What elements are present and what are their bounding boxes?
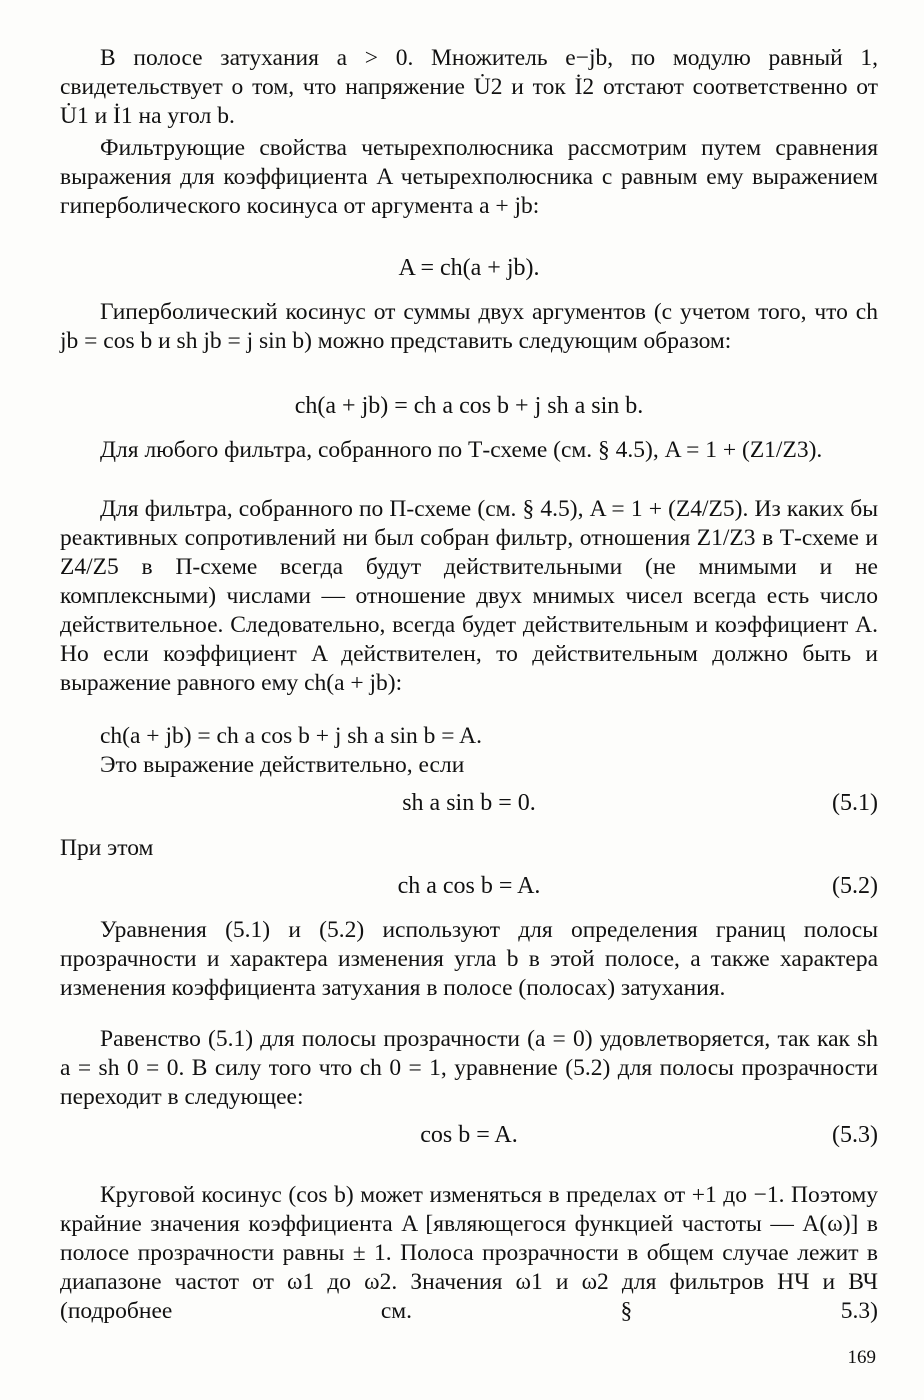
equation-text: cos b = A. — [420, 1122, 518, 1148]
equation-text: A = ch(a + jb). — [398, 255, 540, 281]
equation-number: (5.2) — [832, 873, 878, 899]
paragraph-equations-usage: Уравнения (5.1) и (5.2) используют для определения границ полосы прозрачности и характера изменения угла b в этой полосе, а также характера изменения коэффициента затухания в полосе (полосах) затухания. — [60, 917, 878, 1001]
equation-a-cosh — [60, 253, 878, 283]
paragraph-equality-5-1: Равенство (5.1) для полосы прозрачности (a = 0) удовлетворяется, так как sh a = sh 0 = 0. В силу того что ch 0 = 1, уравнение (5.2) для полосы прозрачности переходит в следующее: — [60, 1026, 878, 1110]
equation-number: (5.1) — [832, 790, 878, 816]
paragraph-circular-cosine: Круговой косинус (cos b) может изменяться в пределах от +1 до −1. Поэтому крайние значения коэффициента A [являющегося функцией частоты — A(ω)] в полосе прозрачности равны ± 1. Полоса прозрачности в общем случае лежит в диапазоне частот от ω1 до ω2. Значения ω1 и ω2 для фильтров НЧ и ВЧ (подробнее см. § 5.3) — [60, 1182, 878, 1324]
text-at-this: При этом — [60, 835, 154, 861]
paragraph-filter-properties: Фильтрующие свойства четырехполюсника рассмотрим путем сравнения выражения для коэффициента A четырехполюсника с равным ему выражением гиперболического косинуса от аргумента a + jb: — [60, 135, 878, 219]
equation-number: (5.3) — [832, 1122, 878, 1148]
paragraph-pi-filter: Для фильтра, собранного по П-схеме (см. § 4.5), A = 1 + (Z4/Z5). Из каких бы реактивных сопротивлений ни был собран фильтр, отношения Z1/Z3 в Т-схеме и Z4/Z5 в П-схеме всегда будут действительными (не мнимыми и не комплексными) числами — отношение двух мнимых чисел всегда есть число действительное. Следовательно, всегда будет действительным и коэффициент A. Но если коэффициент A действителен, то действительным должно быть и выражение равного ему ch(a + jb): — [60, 496, 878, 696]
paragraph-hyperbolic-cosine: Гиперболический косинус от суммы двух аргументов (с учетом того, что ch jb = cos b и sh jb = j sin b) можно представить следующим образом: — [60, 299, 878, 354]
paragraph-t-filter: Для любого фильтра, собранного по Т-схеме (см. § 4.5), A = 1 + (Z1/Z3). — [100, 437, 823, 463]
equation-text: ch(a + jb) = ch a cos b + j sh a sin b. — [294, 393, 644, 419]
equation-5-2 — [60, 871, 878, 901]
equation-cosh-expansion — [60, 391, 878, 421]
equation-5-3 — [60, 1120, 878, 1150]
text-expression-real-if: Это выражение действительно, если — [100, 752, 465, 778]
equation-inline-cosh: ch(a + jb) = ch a cos b + j sh a sin b = A. — [100, 723, 482, 749]
equation-text: ch a cos b = A. — [397, 873, 541, 899]
page-number: 169 — [847, 1347, 876, 1368]
paragraph-attenuation-band: В полосе затухания a > 0. Множитель e−jb, по модулю равный 1, свидетельствует о том, что напряжение U̇2 и ток İ2 отстают соответственно от U̇1 и İ1 на угол b. — [60, 45, 878, 129]
equation-text: sh a sin b = 0. — [402, 790, 536, 816]
equation-5-1 — [60, 788, 878, 818]
